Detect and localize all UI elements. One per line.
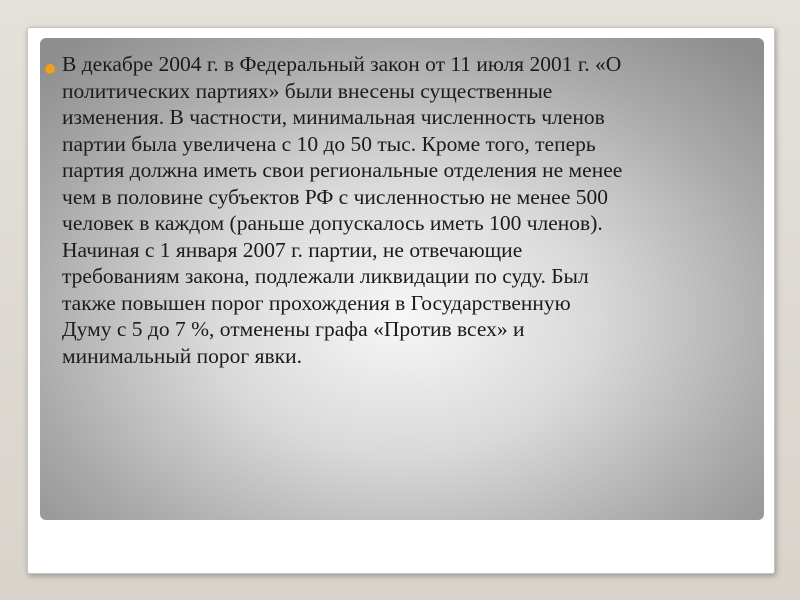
bullet-marker-icon [45,64,55,74]
text-line: изменения. В частности, минимальная численность членов [62,105,605,129]
text-line: также повышен порог прохождения в Государственную [62,290,571,315]
text-line: чем в половине субъектов РФ с численностью не менее 500 [62,184,609,209]
bullet-paragraph [62,51,762,369]
text-line: партии была увеличена с 10 до 50 тыс. Кроме того, теперь [62,131,596,156]
text-line: Думу с 5 до 7 %, отменены графа «Против всех» и [62,317,525,341]
text-line: В декабре 2004 г. в Федеральный закон от 11 июля 2001 г. «О [62,52,622,76]
slide-card [27,27,775,574]
text-line: партия должна иметь свои региональные отделения не менее [62,158,623,182]
text-line: требованиям закона, подлежали ликвидации по суду. Был [62,264,589,288]
text-line: человек в каждом (раньше допускалось иметь 100 членов). [62,211,603,235]
text-line: минимальный порог явки. [62,343,302,368]
text-line: Начиная с 1 января 2007 г. партии, не отвечающие [62,237,523,262]
content-panel [40,38,764,520]
text-line: политических партиях» были внесены существенные [62,78,553,103]
